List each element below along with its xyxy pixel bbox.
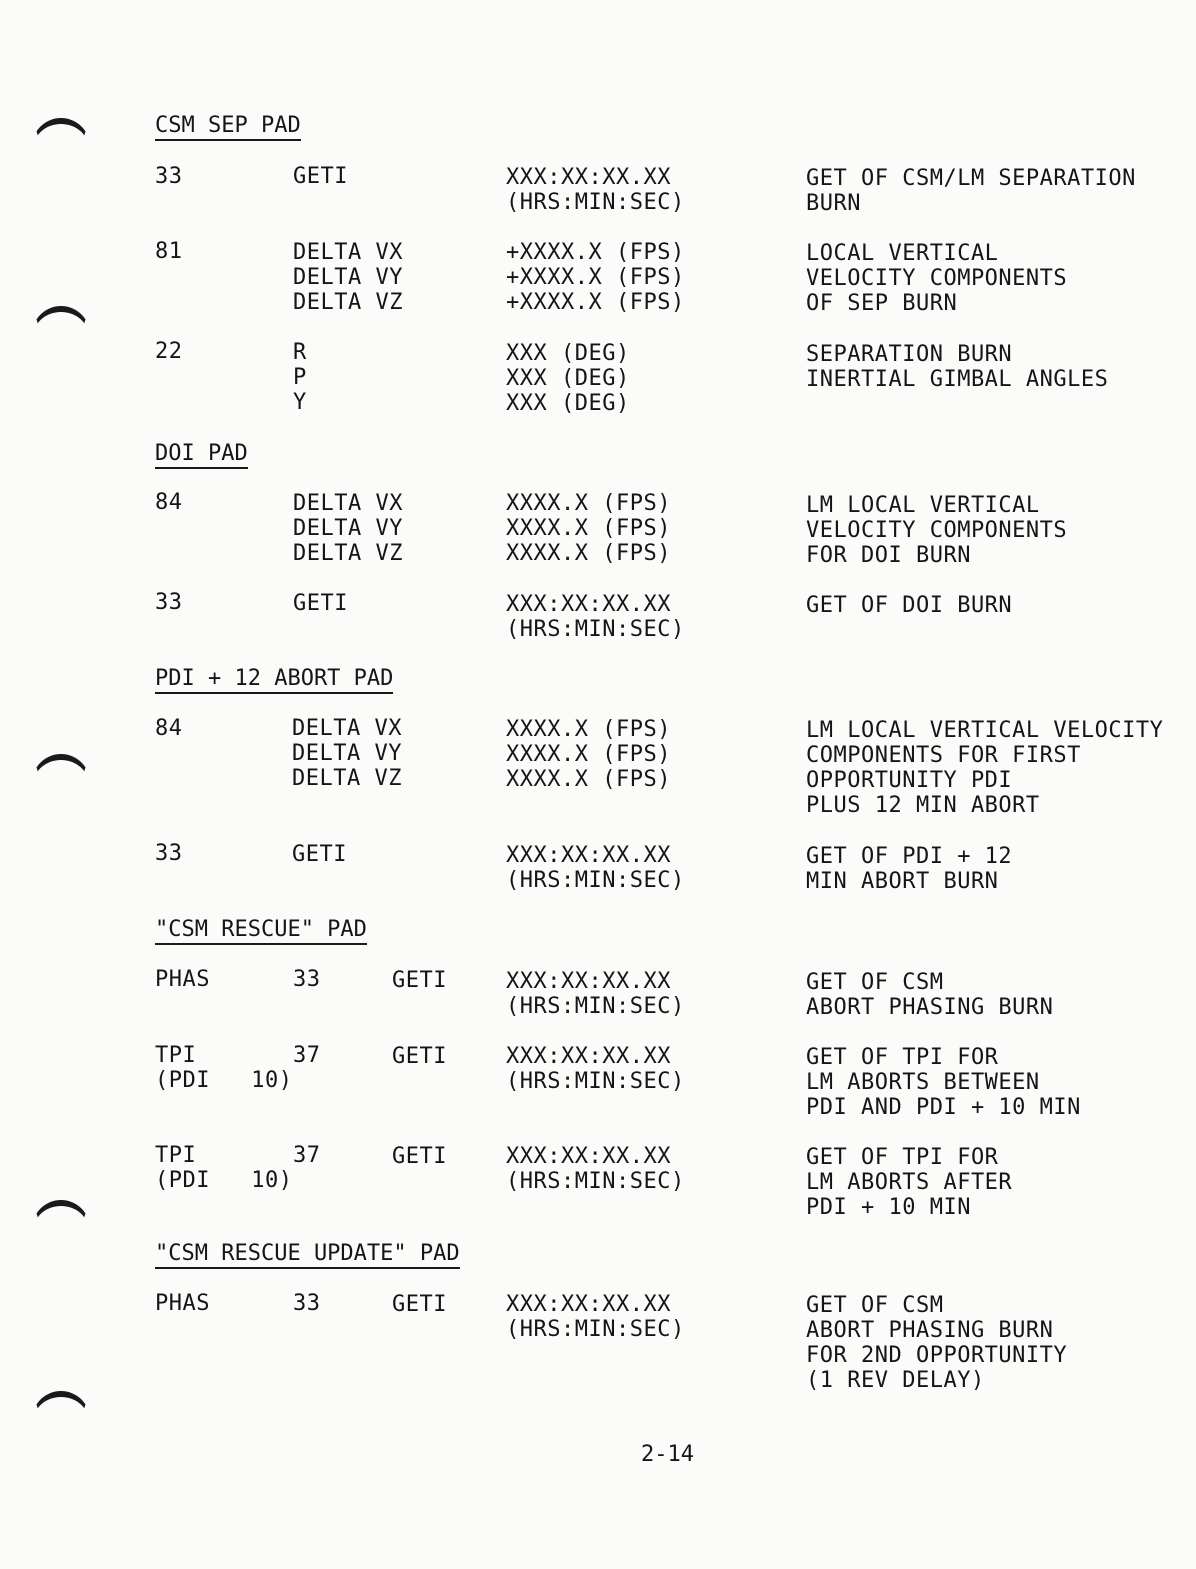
label: DELTA VX DELTA VY DELTA VZ (293, 491, 403, 566)
binder-hole (32, 1200, 90, 1258)
noun: 37 (293, 1043, 321, 1068)
label: GETI (392, 1144, 447, 1169)
format: XXX:XX:XX.XX (HRS:MIN:SEC) (506, 1044, 685, 1094)
label: GETI (293, 591, 348, 616)
maneuver: PHAS (155, 1291, 210, 1316)
label: GETI (292, 842, 347, 867)
description: GET OF CSM ABORT PHASING BURN (806, 970, 1054, 1020)
description: GET OF DOI BURN (806, 593, 1013, 618)
page-number: 2-14 (641, 1442, 694, 1467)
format: +XXXX.X (FPS) +XXXX.X (FPS) +XXXX.X (FPS) (506, 240, 685, 315)
noun: 22 (155, 339, 183, 364)
label: GETI (392, 1292, 447, 1317)
description: LM LOCAL VERTICAL VELOCITY COMPONENTS FOR DOI BURN (806, 493, 1068, 568)
noun: 33 (155, 841, 183, 866)
label: DELTA VX DELTA VY DELTA VZ (293, 240, 403, 315)
description: GET OF CSM ABORT PHASING BURN FOR 2ND OPPORTUNITY (1 REV DELAY) (806, 1293, 1068, 1393)
noun: 33 (155, 164, 183, 189)
format: XXXX.X (FPS) XXXX.X (FPS) XXXX.X (FPS) (506, 491, 671, 566)
label: DELTA VX DELTA VY DELTA VZ (292, 716, 402, 791)
description: GET OF TPI FOR LM ABORTS BETWEEN PDI AND PDI + 10 MIN (806, 1045, 1081, 1120)
noun: 81 (155, 239, 183, 264)
maneuver: TPI (PDI 10) (155, 1143, 293, 1193)
binder-hole (32, 754, 90, 812)
label: GETI (293, 164, 348, 189)
section-title-pdi-abort-pad: PDI + 12 ABORT PAD (155, 666, 393, 694)
description: GET OF TPI FOR LM ABORTS AFTER PDI + 10 MIN (806, 1145, 1013, 1220)
noun: 33 (293, 967, 321, 992)
noun: 33 (293, 1291, 321, 1316)
noun: 84 (155, 716, 183, 741)
section-title-csm-rescue-pad: "CSM RESCUE" PAD (155, 917, 367, 945)
binder-hole (32, 1391, 90, 1449)
description: GET OF CSM/LM SEPARATION BURN (806, 166, 1136, 216)
description: SEPARATION BURN INERTIAL GIMBAL ANGLES (806, 342, 1109, 392)
binder-hole (32, 118, 90, 176)
format: XXX:XX:XX.XX (HRS:MIN:SEC) (506, 592, 685, 642)
noun: 37 (293, 1143, 321, 1168)
format: XXX (DEG) XXX (DEG) XXX (DEG) (506, 341, 630, 416)
noun: 33 (155, 590, 183, 615)
section-title-doi-pad: DOI PAD (155, 441, 248, 469)
maneuver: TPI (PDI 10) (155, 1043, 293, 1093)
format: XXX:XX:XX.XX (HRS:MIN:SEC) (506, 165, 685, 215)
section-title-csm-rescue-update-pad: "CSM RESCUE UPDATE" PAD (155, 1241, 460, 1269)
section-title-csm-sep-pad: CSM SEP PAD (155, 113, 301, 141)
label: R P Y (293, 340, 307, 415)
format: XXX:XX:XX.XX (HRS:MIN:SEC) (506, 969, 685, 1019)
format: XXX:XX:XX.XX (HRS:MIN:SEC) (506, 1144, 685, 1194)
noun: 84 (155, 490, 183, 515)
description: LOCAL VERTICAL VELOCITY COMPONENTS OF SEP BURN (806, 241, 1068, 316)
description: LM LOCAL VERTICAL VELOCITY COMPONENTS FOR FIRST OPPORTUNITY PDI PLUS 12 MIN ABORT (806, 718, 1164, 818)
format: XXX:XX:XX.XX (HRS:MIN:SEC) (506, 843, 685, 893)
description: GET OF PDI + 12 MIN ABORT BURN (806, 844, 1013, 894)
format: XXX:XX:XX.XX (HRS:MIN:SEC) (506, 1292, 685, 1342)
format: XXXX.X (FPS) XXXX.X (FPS) XXXX.X (FPS) (506, 717, 671, 792)
label: GETI (392, 968, 447, 993)
binder-hole (32, 306, 90, 364)
maneuver: PHAS (155, 967, 210, 992)
label: GETI (392, 1044, 447, 1069)
